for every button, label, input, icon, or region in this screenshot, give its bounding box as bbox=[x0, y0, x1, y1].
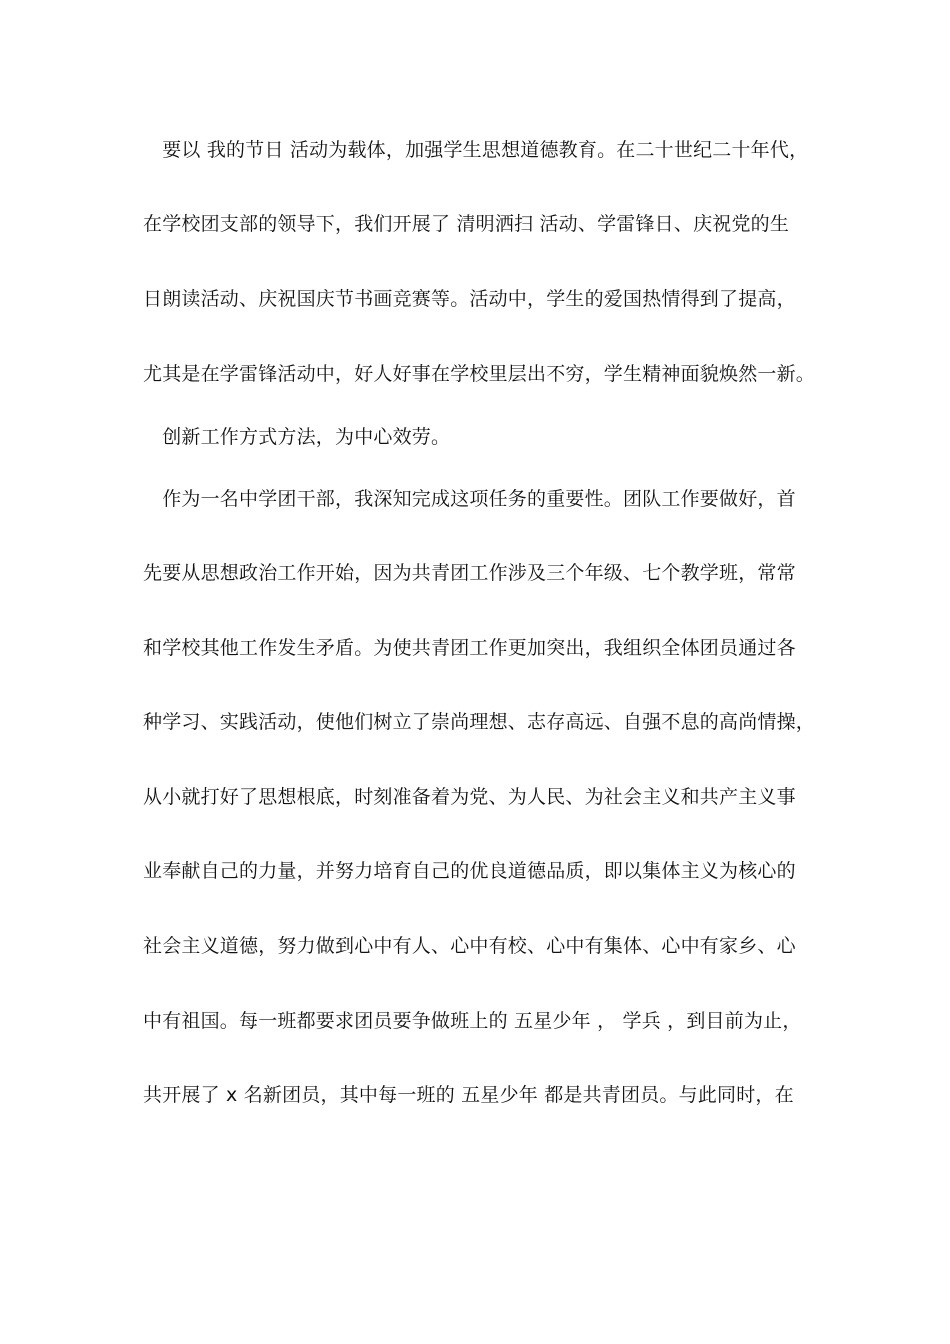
text-line: 社会主义道德，努力做到心中有人、心中有校、心中有集体、心中有家乡、心 bbox=[143, 935, 796, 957]
text-line: 作为一名中学团干部，我深知完成这项任务的重要性。团队工作要做好，首 bbox=[143, 488, 796, 510]
text-line: 种学习、实践活动，使他们树立了崇尚理想、志存高远、自强不息的高尚情操， bbox=[143, 711, 816, 733]
text-line: 中有祖国。每一班都要求团员要争做班上的 五星少年 ， 学兵 ，到目前为止， bbox=[143, 1010, 802, 1032]
text-line: 日朗读活动、庆祝国庆节书画竞赛等。活动中，学生的爱国热情得到了提高， bbox=[143, 288, 796, 310]
text-line: 在学校团支部的领导下，我们开展了 清明洒扫 活动、学雷锋日、庆祝党的生 bbox=[143, 213, 790, 235]
text-line: 先要从思想政治工作开始，因为共青团工作涉及三个年级、七个教学班，常常 bbox=[143, 562, 796, 584]
text-line: 和学校其他工作发生矛盾。为使共青团工作更加突出，我组织全体团员通过各 bbox=[143, 637, 796, 659]
text-line: 创新工作方式方法，为中心效劳。 bbox=[143, 426, 451, 448]
text-line: 要以 我的节日 活动为载体，加强学生思想道德教育。在二十世纪二十年代， bbox=[143, 139, 809, 161]
text-line: 共开展了 x 名新团员，其中每一班的 五星少年 都是共青团员。与此同时，在 bbox=[143, 1084, 794, 1106]
text-line: 从小就打好了思想根底，时刻准备着为党、为人民、为社会主义和共产主义事 bbox=[143, 786, 796, 808]
text-line: 业奉献自己的力量，并努力培育自己的优良道德品质，即以集体主义为核心的 bbox=[143, 860, 796, 882]
text-line: 尤其是在学雷锋活动中，好人好事在学校里层出不穷，学生精神面貌焕然一新。 bbox=[143, 363, 816, 385]
